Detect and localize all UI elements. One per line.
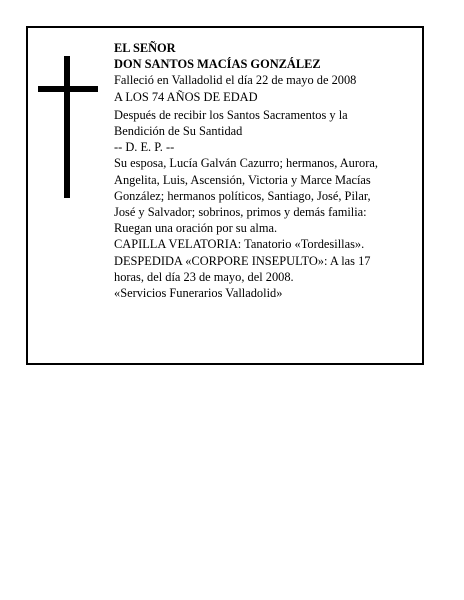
farewell-line-2: horas, del día 23 de mayo, del 2008. bbox=[114, 269, 294, 284]
farewell-line-1: DESPEDIDA «CORPORE INSEPULTO»: A las 17 bbox=[114, 253, 371, 268]
rip-line: -- D. E. P. -- bbox=[114, 140, 175, 155]
deceased-name: DON SANTOS MACÍAS GONZÁLEZ bbox=[114, 57, 321, 72]
sacraments-line-2: Bendición de Su Santidad bbox=[114, 124, 243, 139]
latin-cross-icon bbox=[38, 56, 98, 198]
family-line-2: Angelita, Luis, Ascensión, Victoria y Marce Macías bbox=[114, 172, 371, 187]
cross-vertical-bar bbox=[64, 56, 70, 198]
notice-title-line-1: EL SEÑOR bbox=[114, 41, 176, 55]
obituary-notice bbox=[26, 26, 424, 365]
age-line: A LOS 74 AÑOS DE EDAD bbox=[114, 89, 258, 104]
sacraments-line-1: Después de recibir los Santos Sacramentos y la bbox=[114, 107, 348, 122]
chapel-line: CAPILLA VELATORIA: Tanatorio «Tordesillas». bbox=[114, 237, 365, 252]
family-line-3: González; hermanos políticos, Santiago, José, Pilar, bbox=[114, 188, 371, 203]
prayer-line: Ruegan una oración por su alma. bbox=[114, 221, 278, 236]
family-line-4: José y Salvador; sobrinos, primos y demás familia: bbox=[114, 205, 367, 220]
funeral-home-line: «Servicios Funerarios Valladolid» bbox=[114, 286, 283, 301]
family-line-1: Su esposa, Lucía Galván Cazurro; hermanos, Aurora, bbox=[114, 156, 378, 171]
death-date-line: Falleció en Valladolid el día 22 de mayo de 2008 bbox=[114, 73, 357, 88]
cross-horizontal-bar bbox=[38, 86, 98, 92]
notice-text bbox=[114, 40, 414, 301]
